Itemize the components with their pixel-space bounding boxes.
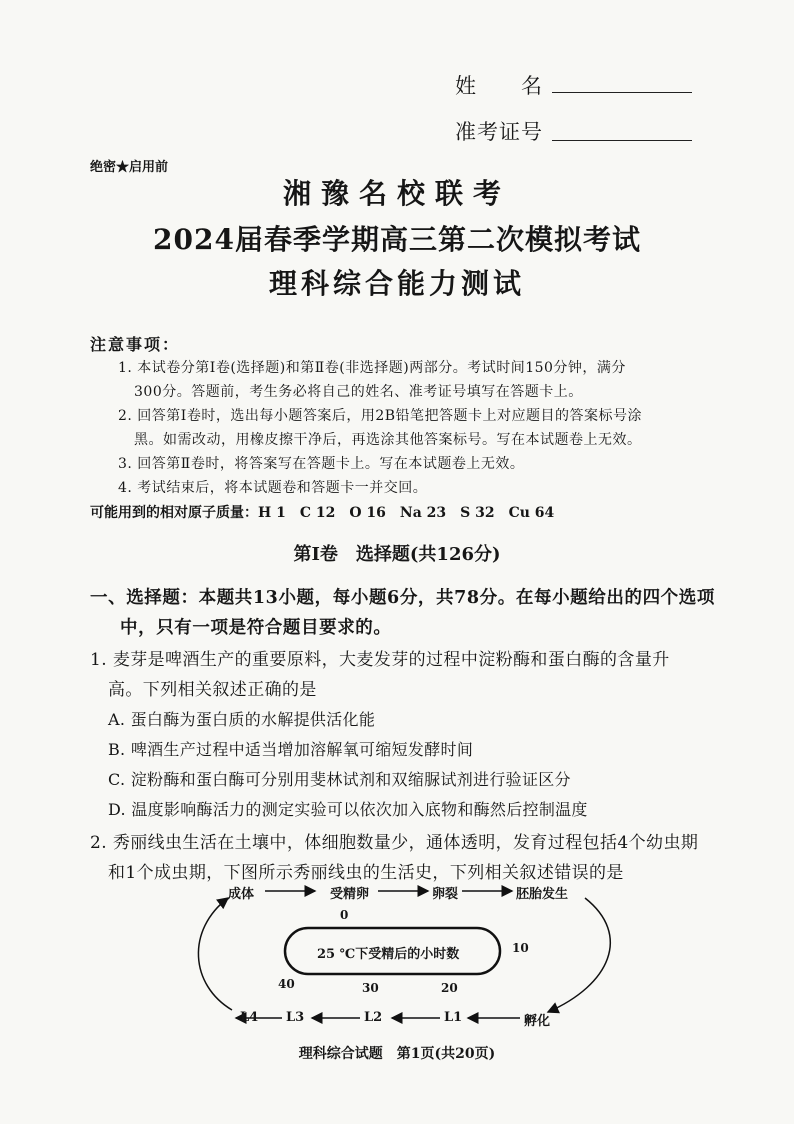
diagram-label-zygote: 受精卵 [330,887,370,902]
secret-label: 绝密★启用前 [90,160,169,175]
exam-id-label: 准考证号 [455,120,543,144]
q1-stem-line2: 高。下列相关叙述正确的是 [108,680,317,700]
capsule-text: 25 ℃下受精后的小时数 [317,947,460,962]
diagram-label-l4: L4 [240,1010,259,1025]
q1-stem-line1: 1. 麦芽是啤酒生产的重要原料，大麦发芽的过程中淀粉酶和蛋白酶的含量升 [90,650,670,670]
notice-heading: 注意事项： [90,335,181,354]
page-footer: 理科综合试题 第1页(共20页) [298,1046,496,1062]
diagram-label-embryogenesis: 胚胎发生 [516,887,569,902]
notice-item: 黑。如需改动，用橡皮擦干净后，再选涂其他答案标号。写在本试题卷上无效。 [134,432,642,448]
diagram-label-l3: L3 [286,1010,305,1025]
q1-option-d: D. 温度影响酶活力的测定实验可以依次加入底物和酶然后控制温度 [108,800,588,819]
atomic-mass-line: 可能用到的相对原子质量：H 1 C 12 O 16 Na 23 S 32 Cu 64 [90,505,555,521]
arrow-embryo-to-hatch [548,898,610,1012]
notice-item: 2. 回答第Ⅰ卷时，选出每小题答案后，用2B铅笔把答题卡上对应题目的答案标号涂 [118,408,643,424]
hour-tick-40: 40 [278,977,295,991]
notice-item: 1. 本试卷分第Ⅰ卷(选择题)和第Ⅱ卷(非选择题)两部分。考试时间150分钟，满分 [118,360,626,376]
q2-stem-line1: 2. 秀丽线虫生活在土壤中，体细胞数量少，通体透明，发育过程包括4个幼虫期 [90,833,699,853]
exam-title-line1: 湘豫名校联考 [282,177,511,210]
notice-item: 4. 考试结束后，将本试题卷和答题卡一并交回。 [118,480,428,496]
hour-tick-20: 20 [441,981,458,995]
diagram-label-cleavage: 卵裂 [432,887,459,902]
q2-stem-line2: 和1个成虫期，下图所示秀丽线虫的生活史，下列相关叙述错误的是 [108,863,624,883]
arrow-l4-to-adult [198,898,232,1010]
diagram-label-adult: 成体 [228,887,255,902]
notice-item: 300分。答题前，考生务必将自己的姓名、准考证号填写在答题卡上。 [134,384,583,400]
q1-option-b: B. 啤酒生产过程中适当增加溶解氧可缩短发酵时间 [108,740,474,759]
section-title: 第Ⅰ卷 选择题(共126分) [293,544,501,565]
q1-option-a: A. 蛋白酶为蛋白质的水解提供活化能 [108,710,376,729]
part-intro-line1: 一、选择题：本题共13小题，每小题6分，共78分。在每小题给出的四个选项 [90,588,715,608]
hour-tick-10: 10 [512,941,529,955]
name-label: 姓 名 [455,74,543,98]
diagram-label-hatch: 孵化 [524,1014,551,1029]
part-intro-line2: 中，只有一项是符合题目要求的。 [120,618,392,638]
exam-title-line2: 2024届春季学期高三第二次模拟考试 [153,223,641,256]
notice-item: 3. 回答第Ⅱ卷时，将答案写在答题卡上。写在本试题卷上无效。 [118,456,525,472]
hour-tick-0: 0 [340,908,349,922]
exam-title-line3: 理科综合能力测试 [268,267,525,300]
hour-tick-30: 30 [362,981,379,995]
q1-option-c: C. 淀粉酶和蛋白酶可分别用斐林试剂和双缩脲试剂进行验证区分 [108,770,571,789]
diagram-label-l1: L1 [444,1010,463,1025]
diagram-label-l2: L2 [364,1010,383,1025]
